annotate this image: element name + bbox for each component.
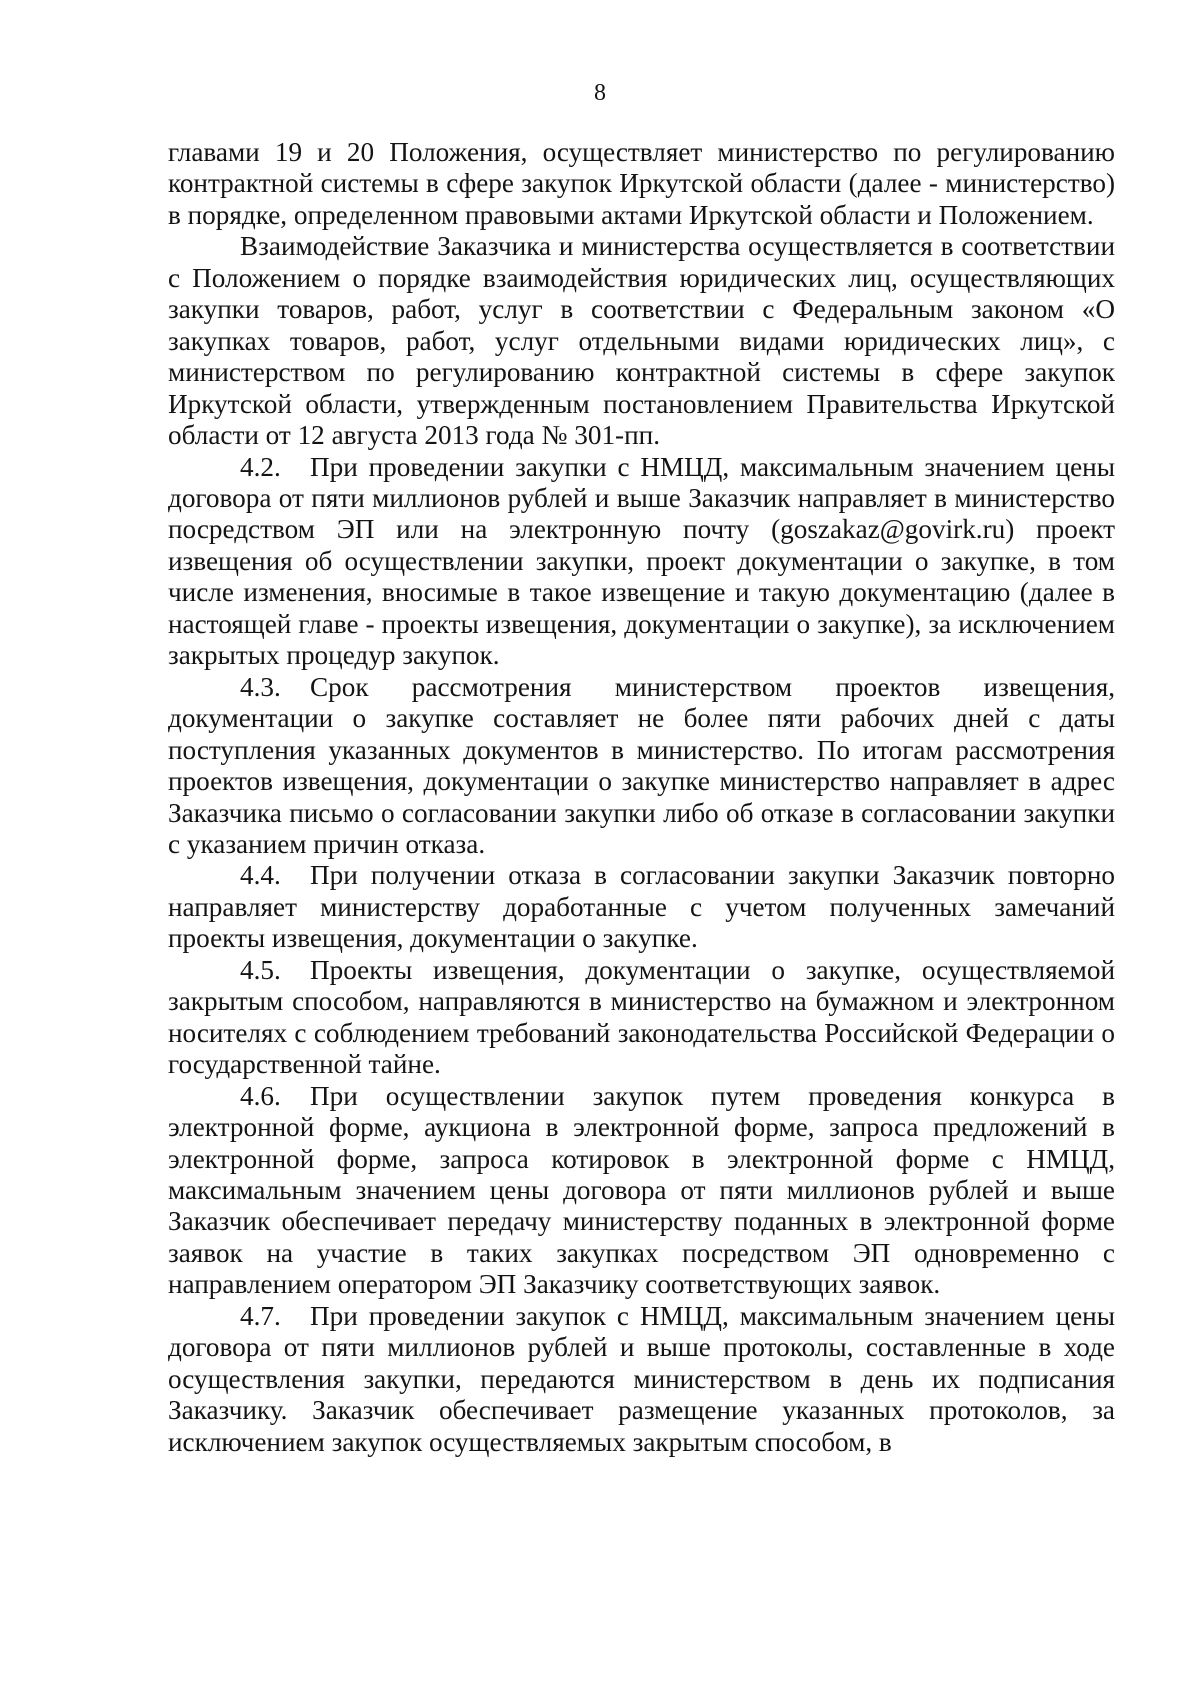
clause-text: При получении отказа в согласовании закупки Заказчик повторно направляет министерству доработанные с учетом полученных замечаний проекты извещения, документации о закупке. xyxy=(168,860,1115,954)
document-body xyxy=(168,137,1115,1458)
clause-4-2 xyxy=(168,452,1115,672)
clause-text: При осуществлении закупок путем проведения конкурса в электронной форме, аукциона в электронной форме, запроса предложений в электронной форме, запроса котировок в электронной форме с НМЦД, максимальным значением цены договора от пяти миллионов рублей и выше Заказчик обеспечивает передачу министерству поданных в электронной форме заявок на участие в таких закупках посредством ЭП одновременно с направлением оператором ЭП Заказчику соответствующих заявок. xyxy=(168,1080,1115,1300)
clause-4-4 xyxy=(168,860,1115,954)
clause-number: 4.3. xyxy=(240,671,281,702)
clause-number: 4.7. xyxy=(240,1300,281,1331)
paragraph-text: главами 19 и 20 Положения, осуществляет министерство по регулированию контрактной системы в сфере закупок Иркутской области (далее - министерство) в порядке, определенном правовыми актами Иркутской области и Положением. xyxy=(168,137,1115,230)
clause-text: При проведении закупок с НМЦД, максимальным значением цены договора от пяти миллионов рублей и выше протоколы, составленные в ходе осуществления закупки, передаются министерством в день их подписания Заказчику. Заказчик обеспечивает размещение указанных протоколов, за исключением закупок осуществляемых закрытым способом, в xyxy=(168,1300,1115,1457)
paragraph-interaction xyxy=(168,231,1115,451)
paragraph-continuation xyxy=(168,137,1115,231)
clause-4-7 xyxy=(168,1301,1115,1458)
clause-text: Срок рассмотрения министерством проектов извещения, документации о закупке составляет не более пяти рабочих дней с даты поступления указанных документов в министерство. По итогам рассмотрения проектов извещения, документации о закупке министерство направляет в адрес Заказчика письмо о согласовании закупки либо об отказе в согласовании закупки с указанием причин отказа. xyxy=(168,671,1115,859)
clause-number: 4.4. xyxy=(240,860,281,891)
clause-number: 4.5. xyxy=(240,954,281,985)
clause-4-6 xyxy=(168,1081,1115,1301)
clause-number: 4.2. xyxy=(240,451,281,482)
clause-4-3 xyxy=(168,672,1115,861)
clause-text: Проекты извещения, документации о закупке, осуществляемой закрытым способом, направляются в министерство на бумажном и электронном носителях с соблюдением требований законодательства Российской Федерации о государственной тайне. xyxy=(168,954,1115,1080)
paragraph-text: Взаимодействие Заказчика и министерства осуществляется в соответствии с Положением о порядке взаимодействия юридических лиц, осуществляющих закупки товаров, работ, услуг в соответствии с Федеральным законом «О закупках товаров, работ, услуг отдельными видами юридических лиц», с министерством по регулированию контрактной системы в сфере закупок Иркутской области, утвержденным постановлением Правительства Иркутской области от 12 августа 2013 года № 301-пп. xyxy=(168,231,1115,451)
clause-text: При проведении закупки с НМЦД, максимальным значением цены договора от пяти миллионов рублей и выше Заказчик направляет в министерство посредством ЭП или на электронную почту (goszakaz@govirk.ru) проект извещения об осуществлении закупки, проект документации о закупке, в том числе изменения, вносимые в такое извещение и такую документацию (далее в настоящей главе - проекты извещения, документации о закупке), за исключением закрытых процедур закупок. xyxy=(168,451,1115,671)
clause-number: 4.6. xyxy=(240,1080,281,1111)
clause-4-5 xyxy=(168,955,1115,1081)
page-number: 8 xyxy=(594,80,606,106)
